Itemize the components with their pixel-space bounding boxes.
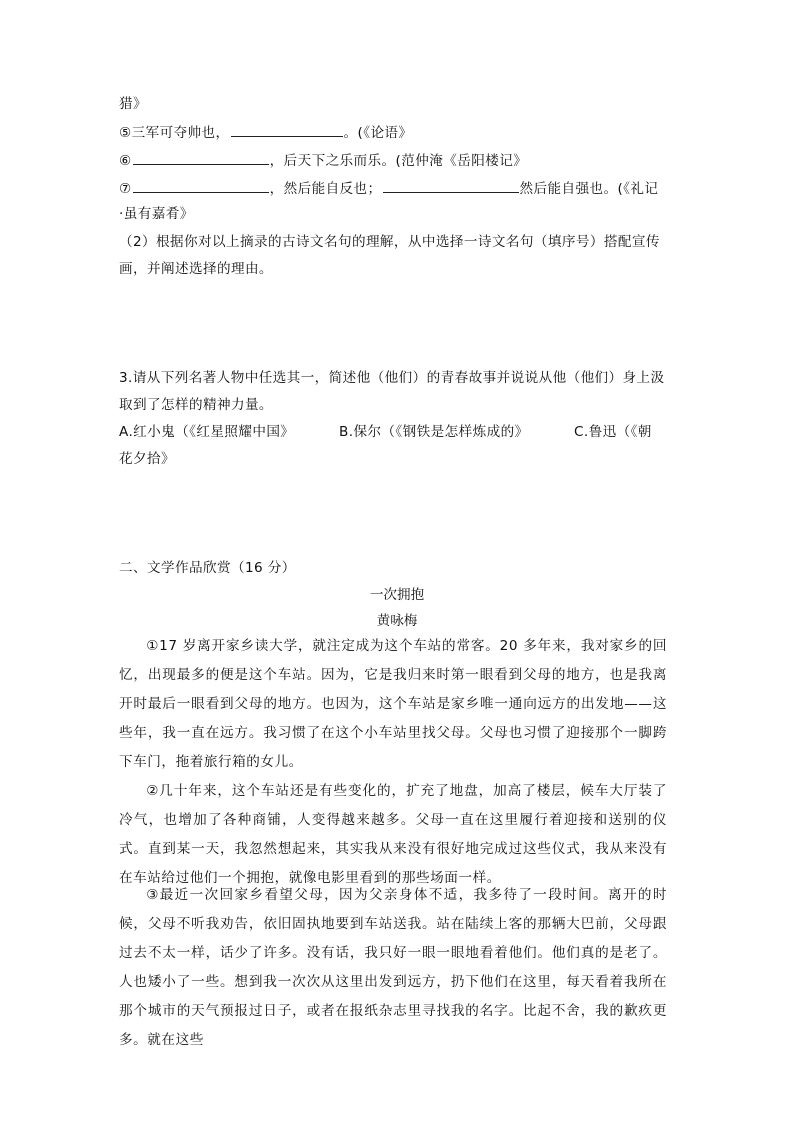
q3-line-1: 3.请从下列名著人物中任选其一，简述他（他们）的青春故事并说说从他（他们）身上汲 — [119, 370, 665, 386]
answer-blank-7a[interactable] — [133, 179, 269, 193]
q2-item-6 — [119, 151, 527, 170]
answer-blank-7b[interactable] — [383, 179, 519, 193]
paragraph-2: ②几十年来，这个车站还是有些变化的，扩充了地盘，加高了楼层，候车大厅装了冷气，也增加了各种商铺，人变得越来越多。父母一直在这里履行着迎接和送别的仪式。直到某一天，我忽然想起来，其实我从来没有很好地完成过这些仪式，我从来没有在车站给过他们一个拥抱，就像电影里看到的那些场面一样。 — [119, 783, 667, 886]
item-6-text-before: ⑥ — [119, 153, 132, 169]
q3-line-2: 取到了怎样的精神力量。 — [119, 397, 273, 413]
answer-blank-6[interactable] — [133, 151, 269, 165]
q2-item-7 — [119, 179, 658, 198]
section-heading: 二、文学作品欣赏（16 分） — [119, 560, 296, 576]
item-6-text-after: ，后天下之乐而乐。(范仲淹《岳阳楼记》 — [269, 153, 528, 169]
item-7-text-mid: ，然后能自反也； — [269, 181, 382, 197]
paragraph-3: ③最近一次回家乡看望父母，因为父亲身体不适，我多待了一段时间。离开的时候，父母不听我劝告，依旧固执地要到车站送我。站在陆续上客的那辆大巴前，父母跟过去不太一样，话少了许多。没有话，我只好一眼一眼地看着他们。他们真的是老了。人也矮小了一些。想到我一次次从这里出发到远方，扔下他们在这里，每天看着我所在那个城市的天气预报过日子，或者在报纸杂志里寻找我的名字。比起不舍，我的歉疚更多。就在这些 — [119, 887, 667, 1048]
q2-sub2-line-2: 画，并阐述选择的理由。 — [119, 261, 273, 277]
article-author: 黄咏梅 — [376, 613, 418, 629]
item-7-text-after: 然后能自强也。(《礼记 — [519, 181, 659, 197]
q2-item-7-continued: ·虽有嘉肴》 — [119, 206, 194, 222]
item-7-text-before: ⑦ — [119, 181, 132, 197]
q2-item-5 — [119, 123, 412, 142]
q3-options — [119, 423, 652, 441]
paragraph-1: ①17 岁离开家乡读大学，就注定成为这个车站的常客。20 多年来，我对家乡的回忆，出现最多的便是这个车站。因为，它是我归来时第一眼看到父母的地方，也是我离开时最后一眼看到父母的地方。也因为，这个车站是家乡唯一通向远方的出发地——这些年，我一直在远方。我习惯了在这个小车站里找父母。父母也习惯了迎接那个一脚跨下车门，拖着旅行箱的女儿。 — [119, 638, 667, 770]
option-c: C.鲁迅（《朝 — [574, 424, 652, 440]
item-5-text-after: 。(《论语》 — [343, 125, 413, 141]
q2-sub2-line-1: （2）根据你对以上摘录的古诗文名句的理解，从中选择一诗文名句（填序号）搭配宣传 — [119, 234, 660, 250]
q2-line-continued: 猎》 — [119, 96, 147, 112]
article-title: 一次拥抱 — [369, 587, 425, 603]
item-5-text-before: ⑤三军可夺帅也， — [119, 125, 230, 141]
q3-option-c-continued: 花夕拾》 — [119, 451, 175, 467]
answer-blank-5[interactable] — [231, 123, 343, 137]
option-b: B.保尔（《钢铁是怎样炼成的》 — [339, 424, 529, 440]
option-a: A.红小鬼（《红星照耀中国》 — [119, 424, 295, 440]
